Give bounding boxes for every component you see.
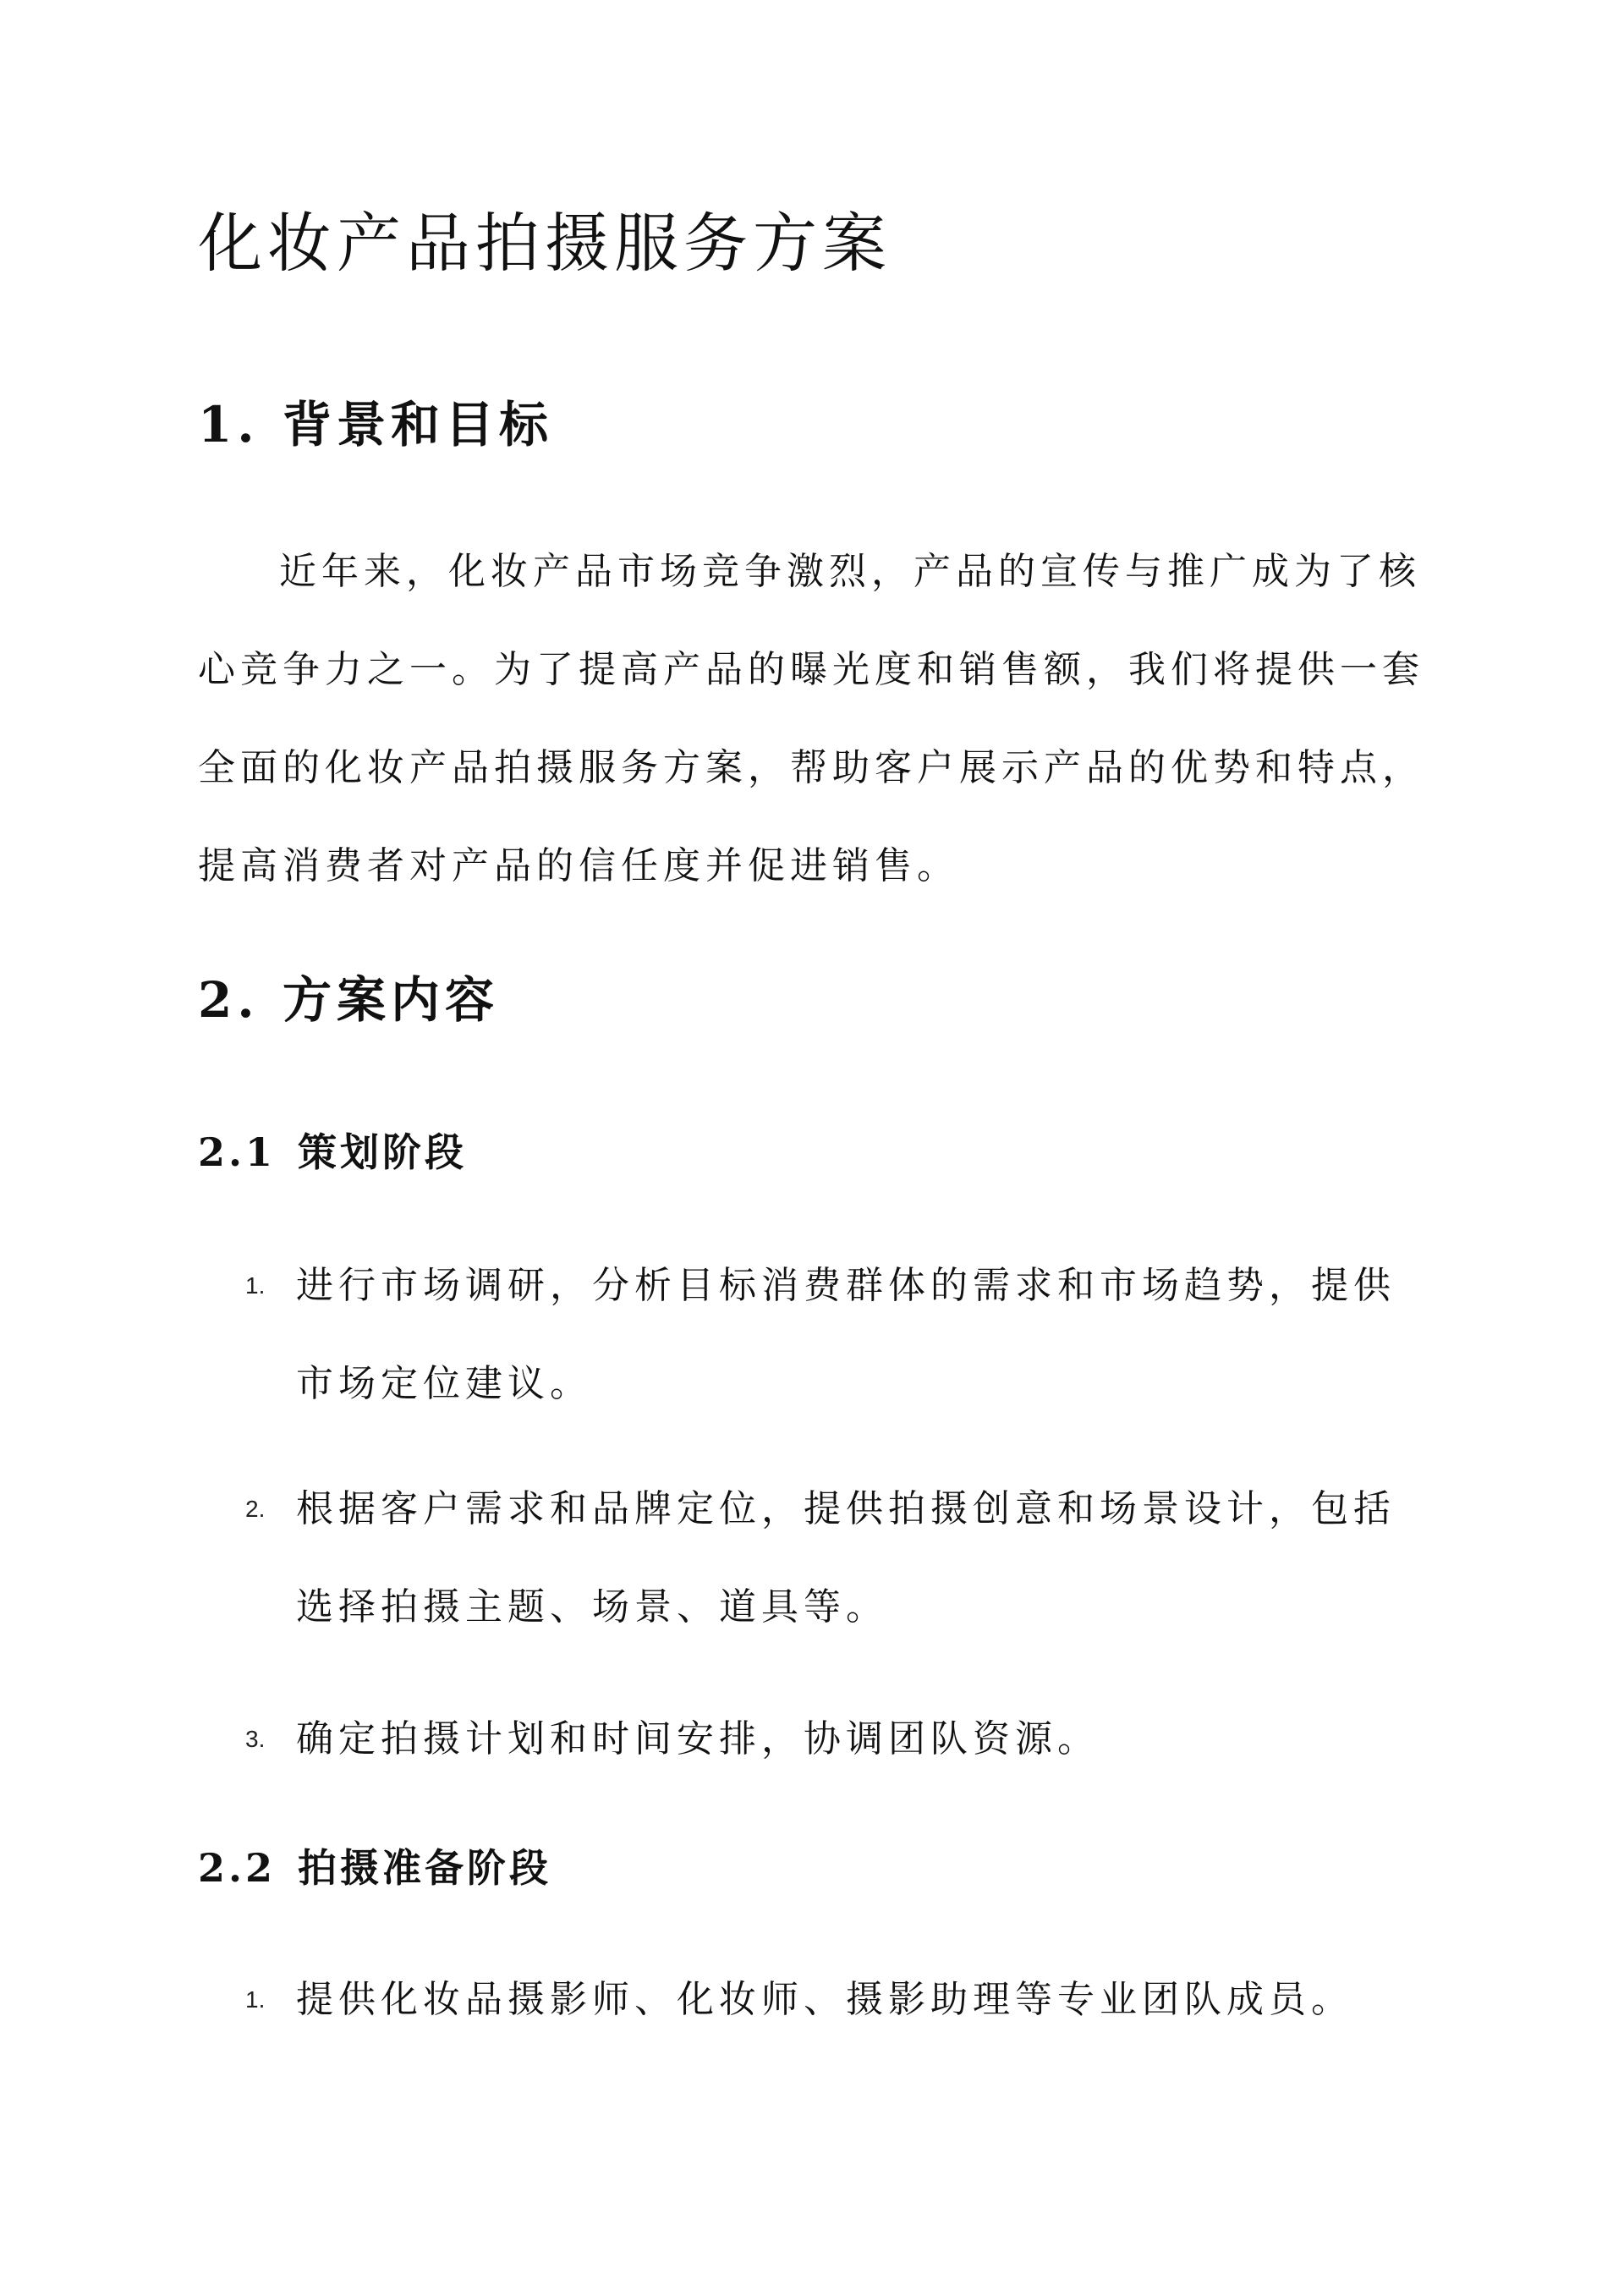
list-item-text: 确定拍摄计划和时间安排，协调团队资源。 [296, 1717, 1100, 1760]
section-heading-background [198, 391, 553, 459]
section-number: 1. [198, 396, 260, 453]
section-heading-content [198, 966, 499, 1034]
list-item [245, 1951, 1421, 2049]
list-item [245, 1237, 1421, 1433]
subsection-number: 2.2 [198, 1845, 277, 1891]
section-title: 方案内容 [283, 971, 500, 1029]
list-marker: 2. [245, 1496, 266, 1522]
section-title: 背景和目标 [283, 396, 554, 453]
list-item-text: 提供化妆品摄影师、化妆师、摄影助理等专业团队成员。 [296, 1978, 1353, 2021]
subsection-title: 拍摄准备阶段 [298, 1845, 551, 1891]
list-item [245, 1460, 1421, 1656]
subsection-heading-preparation [198, 1841, 551, 1895]
list-item-text: 进行市场调研，分析目标消费群体的需求和市场趋势，提供市场定位建议。 [296, 1264, 1396, 1405]
subsection-heading-planning [198, 1125, 467, 1179]
section-number: 2. [198, 971, 260, 1029]
document-title: 化妆产品拍摄服务方案 [198, 206, 892, 281]
list-marker: 3. [245, 1726, 266, 1752]
subsection-title: 策划阶段 [298, 1129, 467, 1175]
list-marker: 1. [245, 1986, 266, 2013]
subsection-number: 2.1 [198, 1129, 277, 1175]
background-paragraph: 近年来，化妆产品市场竞争激烈，产品的宣传与推广成为了核心竞争力之一。为了提高产品的曝光度和销售额，我们将提供一套全面的化妆产品拍摄服务方案，帮助客户展示产品的优势和特点，提高消费者对产品的信任度并促进销售。 [198, 550, 1424, 887]
list-marker: 1. [245, 1272, 266, 1299]
list-item-text: 根据客户需求和品牌定位，提供拍摄创意和场景设计，包括选择拍摄主题、场景、道具等。 [296, 1487, 1396, 1629]
list-item [245, 1690, 1421, 1788]
